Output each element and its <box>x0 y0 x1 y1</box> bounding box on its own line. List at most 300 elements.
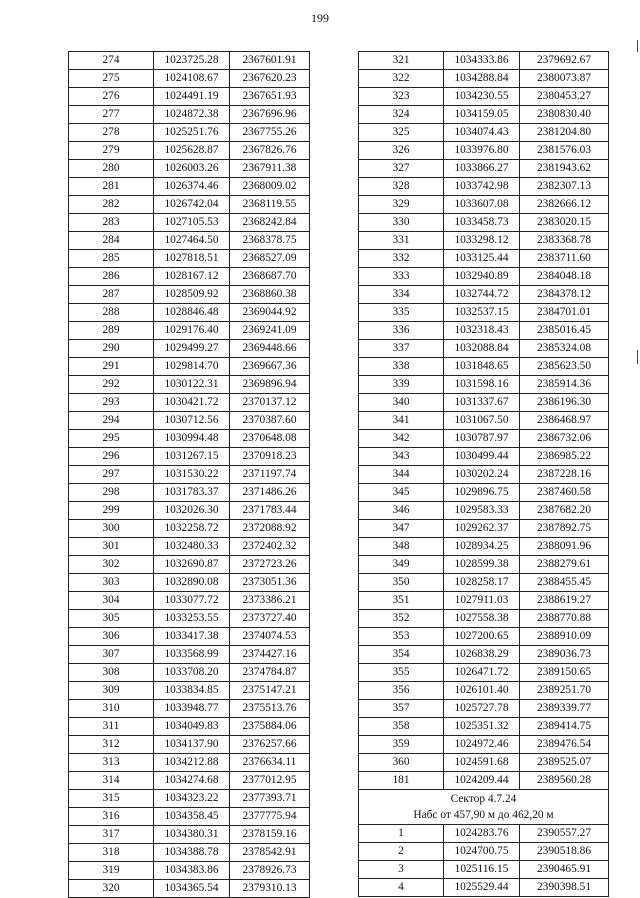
y-coordinate-cell: 2386985.22 <box>520 448 609 466</box>
y-coordinate-cell: 2369448.66 <box>230 340 310 358</box>
y-coordinate-cell: 2385016.45 <box>520 322 609 340</box>
y-coordinate-cell: 2375884.06 <box>230 718 310 736</box>
x-coordinate-cell: 1033298.12 <box>444 232 520 250</box>
x-coordinate-cell: 1027464.50 <box>154 232 230 250</box>
y-coordinate-cell: 2383368.78 <box>520 232 609 250</box>
point-number-cell: 3 <box>359 861 444 879</box>
y-coordinate-cell: 2367826.76 <box>230 142 310 160</box>
point-number-cell: 285 <box>69 250 154 268</box>
table-row <box>359 124 609 142</box>
point-number-cell: 330 <box>359 214 444 232</box>
sector-header-cell <box>359 790 609 825</box>
point-number-cell: 338 <box>359 358 444 376</box>
y-coordinate-cell: 2374074.53 <box>230 628 310 646</box>
table-row <box>69 592 310 610</box>
y-coordinate-cell: 2385623.50 <box>520 358 609 376</box>
y-coordinate-cell: 2367755.26 <box>230 124 310 142</box>
point-number-cell: 315 <box>69 790 154 808</box>
table-row <box>69 214 310 232</box>
y-coordinate-cell: 2388091.96 <box>520 538 609 556</box>
y-coordinate-cell: 2389414.75 <box>520 718 609 736</box>
point-number-cell: 317 <box>69 826 154 844</box>
table-row <box>69 394 310 412</box>
x-coordinate-cell: 1033125.44 <box>444 250 520 268</box>
y-coordinate-cell: 2379310.13 <box>230 880 310 898</box>
y-coordinate-cell: 2382307.13 <box>520 178 609 196</box>
x-coordinate-cell: 1033866.27 <box>444 160 520 178</box>
point-number-cell: 277 <box>69 106 154 124</box>
y-coordinate-cell: 2389150.65 <box>520 664 609 682</box>
y-coordinate-cell: 2371486.26 <box>230 484 310 502</box>
table-row <box>359 879 609 897</box>
y-coordinate-cell: 2375147.21 <box>230 682 310 700</box>
y-coordinate-cell: 2373051.36 <box>230 574 310 592</box>
table-row <box>69 430 310 448</box>
y-coordinate-cell: 2386196.30 <box>520 394 609 412</box>
point-number-cell: 318 <box>69 844 154 862</box>
point-number-cell: 283 <box>69 214 154 232</box>
table-row <box>69 556 310 574</box>
point-number-cell: 345 <box>359 484 444 502</box>
y-coordinate-cell: 2369896.94 <box>230 376 310 394</box>
table-row <box>359 610 609 628</box>
y-coordinate-cell: 2368009.02 <box>230 178 310 196</box>
x-coordinate-cell: 1024108.67 <box>154 70 230 88</box>
point-number-cell: 278 <box>69 124 154 142</box>
table-row <box>69 844 310 862</box>
y-coordinate-cell: 2389339.77 <box>520 700 609 718</box>
point-number-cell: 358 <box>359 718 444 736</box>
table-row <box>69 682 310 700</box>
x-coordinate-cell: 1030122.31 <box>154 376 230 394</box>
table-row <box>69 196 310 214</box>
coordinates-table-right <box>358 51 609 897</box>
point-number-cell: 297 <box>69 466 154 484</box>
x-coordinate-cell: 1032480.33 <box>154 538 230 556</box>
table-row <box>69 862 310 880</box>
x-coordinate-cell: 1029896.75 <box>444 484 520 502</box>
point-number-cell: 296 <box>69 448 154 466</box>
y-coordinate-cell: 2387682.20 <box>520 502 609 520</box>
x-coordinate-cell: 1034288.84 <box>444 70 520 88</box>
x-coordinate-cell: 1034212.88 <box>154 754 230 772</box>
point-number-cell: 328 <box>359 178 444 196</box>
y-coordinate-cell: 2381576.03 <box>520 142 609 160</box>
y-coordinate-cell: 2368378.75 <box>230 232 310 250</box>
table-row <box>69 106 310 124</box>
point-number-cell: 295 <box>69 430 154 448</box>
table-row <box>69 286 310 304</box>
point-number-cell: 276 <box>69 88 154 106</box>
point-number-cell: 279 <box>69 142 154 160</box>
table-row <box>69 88 310 106</box>
x-coordinate-cell: 1030499.44 <box>444 448 520 466</box>
x-coordinate-cell: 1033742.98 <box>444 178 520 196</box>
y-coordinate-cell: 2387460.58 <box>520 484 609 502</box>
y-coordinate-cell: 2389476.54 <box>520 736 609 754</box>
x-coordinate-cell: 1025351.32 <box>444 718 520 736</box>
x-coordinate-cell: 1024591.68 <box>444 754 520 772</box>
y-coordinate-cell: 2368242.84 <box>230 214 310 232</box>
point-number-cell: 290 <box>69 340 154 358</box>
table-row <box>359 466 609 484</box>
point-number-cell: 302 <box>69 556 154 574</box>
table-row <box>359 394 609 412</box>
point-number-cell: 1 <box>359 825 444 843</box>
point-number-cell: 281 <box>69 178 154 196</box>
table-row <box>359 592 609 610</box>
point-number-cell: 325 <box>359 124 444 142</box>
point-number-cell: 300 <box>69 520 154 538</box>
table-row <box>69 448 310 466</box>
y-coordinate-cell: 2386732.06 <box>520 430 609 448</box>
point-number-cell: 360 <box>359 754 444 772</box>
table-row <box>69 538 310 556</box>
x-coordinate-cell: 1031848.65 <box>444 358 520 376</box>
x-coordinate-cell: 1034383.86 <box>154 862 230 880</box>
table-row <box>69 412 310 430</box>
x-coordinate-cell: 1024972.46 <box>444 736 520 754</box>
y-coordinate-cell: 2377775.94 <box>230 808 310 826</box>
y-coordinate-cell: 2386468.97 <box>520 412 609 430</box>
x-coordinate-cell: 1031267.15 <box>154 448 230 466</box>
point-number-cell: 336 <box>359 322 444 340</box>
point-number-cell: 348 <box>359 538 444 556</box>
table-row <box>69 754 310 772</box>
coordinates-table-left-body <box>69 52 310 898</box>
x-coordinate-cell: 1034358.45 <box>154 808 230 826</box>
x-coordinate-cell: 1032026.30 <box>154 502 230 520</box>
x-coordinate-cell: 1029583.33 <box>444 502 520 520</box>
point-number-cell: 316 <box>69 808 154 826</box>
y-coordinate-cell: 2367911.38 <box>230 160 310 178</box>
x-coordinate-cell: 1024700.75 <box>444 843 520 861</box>
y-coordinate-cell: 2378926.73 <box>230 862 310 880</box>
point-number-cell: 304 <box>69 592 154 610</box>
x-coordinate-cell: 1030712.56 <box>154 412 230 430</box>
table-row <box>359 538 609 556</box>
y-coordinate-cell: 2385914.36 <box>520 376 609 394</box>
y-coordinate-cell: 2389036.73 <box>520 646 609 664</box>
x-coordinate-cell: 1025116.15 <box>444 861 520 879</box>
table-row <box>69 574 310 592</box>
x-coordinate-cell: 1031337.67 <box>444 394 520 412</box>
table-row <box>359 70 609 88</box>
point-number-cell: 359 <box>359 736 444 754</box>
point-number-cell: 335 <box>359 304 444 322</box>
table-row <box>359 106 609 124</box>
x-coordinate-cell: 1031530.22 <box>154 466 230 484</box>
table-row <box>69 628 310 646</box>
y-coordinate-cell: 2376257.66 <box>230 736 310 754</box>
x-coordinate-cell: 1026101.40 <box>444 682 520 700</box>
y-coordinate-cell: 2367651.93 <box>230 88 310 106</box>
point-number-cell: 319 <box>69 862 154 880</box>
y-coordinate-cell: 2383020.15 <box>520 214 609 232</box>
table-row <box>359 843 609 861</box>
table-row <box>359 448 609 466</box>
x-coordinate-cell: 1032940.89 <box>444 268 520 286</box>
point-number-cell: 337 <box>359 340 444 358</box>
x-coordinate-cell: 1031598.16 <box>444 376 520 394</box>
table-row <box>69 376 310 394</box>
x-coordinate-cell: 1024872.38 <box>154 106 230 124</box>
table-row <box>69 322 310 340</box>
x-coordinate-cell: 1033708.20 <box>154 664 230 682</box>
point-number-cell: 303 <box>69 574 154 592</box>
table-row <box>69 268 310 286</box>
y-coordinate-cell: 2388770.88 <box>520 610 609 628</box>
table-row <box>359 754 609 772</box>
x-coordinate-cell: 1028934.25 <box>444 538 520 556</box>
x-coordinate-cell: 1024209.44 <box>444 772 520 790</box>
point-number-cell: 332 <box>359 250 444 268</box>
point-number-cell: 298 <box>69 484 154 502</box>
table-row <box>359 772 609 790</box>
x-coordinate-cell: 1032537.15 <box>444 304 520 322</box>
y-coordinate-cell: 2382666.12 <box>520 196 609 214</box>
x-coordinate-cell: 1029499.27 <box>154 340 230 358</box>
table-row <box>359 412 609 430</box>
x-coordinate-cell: 1033253.55 <box>154 610 230 628</box>
table-row <box>69 142 310 160</box>
point-number-cell: 2 <box>359 843 444 861</box>
y-coordinate-cell: 2373386.21 <box>230 592 310 610</box>
table-row <box>69 646 310 664</box>
point-number-cell: 356 <box>359 682 444 700</box>
point-number-cell: 351 <box>359 592 444 610</box>
x-coordinate-cell: 1030421.72 <box>154 394 230 412</box>
y-coordinate-cell: 2389525.07 <box>520 754 609 772</box>
table-row <box>359 322 609 340</box>
table-row <box>69 772 310 790</box>
x-coordinate-cell: 1028509.92 <box>154 286 230 304</box>
point-number-cell: 321 <box>359 52 444 70</box>
y-coordinate-cell: 2371197.74 <box>230 466 310 484</box>
x-coordinate-cell: 1032890.08 <box>154 574 230 592</box>
x-coordinate-cell: 1034274.68 <box>154 772 230 790</box>
y-coordinate-cell: 2388279.61 <box>520 556 609 574</box>
table-row <box>359 160 609 178</box>
x-coordinate-cell: 1034365.54 <box>154 880 230 898</box>
y-coordinate-cell: 2384378.12 <box>520 286 609 304</box>
x-coordinate-cell: 1026471.72 <box>444 664 520 682</box>
table-row <box>359 268 609 286</box>
y-coordinate-cell: 2390398.51 <box>520 879 609 897</box>
table-row <box>359 484 609 502</box>
sector-coordinates-body <box>359 825 609 897</box>
x-coordinate-cell: 1032088.84 <box>444 340 520 358</box>
table-row <box>359 358 609 376</box>
sector-subtitle: Набс от 457,90 м до 462,20 м <box>413 809 554 821</box>
y-coordinate-cell: 2387892.75 <box>520 520 609 538</box>
y-coordinate-cell: 2367601.91 <box>230 52 310 70</box>
table-row <box>69 808 310 826</box>
y-coordinate-cell: 2376634.11 <box>230 754 310 772</box>
x-coordinate-cell: 1032258.72 <box>154 520 230 538</box>
table-row <box>69 664 310 682</box>
table-row <box>359 718 609 736</box>
point-number-cell: 334 <box>359 286 444 304</box>
point-number-cell: 323 <box>359 88 444 106</box>
x-coordinate-cell: 1032744.72 <box>444 286 520 304</box>
table-row <box>359 250 609 268</box>
y-coordinate-cell: 2368687.70 <box>230 268 310 286</box>
table-row <box>359 52 609 70</box>
y-coordinate-cell: 2372723.26 <box>230 556 310 574</box>
table-row <box>359 628 609 646</box>
x-coordinate-cell: 1028846.48 <box>154 304 230 322</box>
table-row <box>359 664 609 682</box>
y-coordinate-cell: 2384048.18 <box>520 268 609 286</box>
table-row <box>69 700 310 718</box>
point-number-cell: 181 <box>359 772 444 790</box>
y-coordinate-cell: 2387228.16 <box>520 466 609 484</box>
y-coordinate-cell: 2369667.36 <box>230 358 310 376</box>
sector-title: Сектор 4.7.24 <box>450 793 517 805</box>
point-number-cell: 284 <box>69 232 154 250</box>
y-coordinate-cell: 2380453.27 <box>520 88 609 106</box>
y-coordinate-cell: 2379692.67 <box>520 52 609 70</box>
table-row <box>359 376 609 394</box>
y-coordinate-cell: 2381204.80 <box>520 124 609 142</box>
table-row <box>359 502 609 520</box>
x-coordinate-cell: 1025251.76 <box>154 124 230 142</box>
point-number-cell: 292 <box>69 376 154 394</box>
x-coordinate-cell: 1026742.04 <box>154 196 230 214</box>
x-coordinate-cell: 1033976.80 <box>444 142 520 160</box>
table-row <box>69 70 310 88</box>
point-number-cell: 352 <box>359 610 444 628</box>
x-coordinate-cell: 1025529.44 <box>444 879 520 897</box>
point-number-cell: 354 <box>359 646 444 664</box>
table-row <box>69 520 310 538</box>
table-row <box>69 826 310 844</box>
y-coordinate-cell: 2374427.16 <box>230 646 310 664</box>
point-number-cell: 327 <box>359 160 444 178</box>
y-coordinate-cell: 2377012.95 <box>230 772 310 790</box>
y-coordinate-cell: 2370387.60 <box>230 412 310 430</box>
table-row <box>69 232 310 250</box>
point-number-cell: 274 <box>69 52 154 70</box>
point-number-cell: 301 <box>69 538 154 556</box>
table-row <box>69 790 310 808</box>
x-coordinate-cell: 1034230.55 <box>444 88 520 106</box>
x-coordinate-cell: 1033607.08 <box>444 196 520 214</box>
x-coordinate-cell: 1027818.51 <box>154 250 230 268</box>
x-coordinate-cell: 1025727.78 <box>444 700 520 718</box>
x-coordinate-cell: 1033834.85 <box>154 682 230 700</box>
table-row <box>359 178 609 196</box>
y-coordinate-cell: 2369241.09 <box>230 322 310 340</box>
point-number-cell: 355 <box>359 664 444 682</box>
point-number-cell: 310 <box>69 700 154 718</box>
table-row <box>359 430 609 448</box>
table-row <box>69 124 310 142</box>
point-number-cell: 346 <box>359 502 444 520</box>
coordinates-table-right-body <box>359 52 609 790</box>
x-coordinate-cell: 1029262.37 <box>444 520 520 538</box>
point-number-cell: 333 <box>359 268 444 286</box>
table-row <box>359 574 609 592</box>
x-coordinate-cell: 1033948.77 <box>154 700 230 718</box>
y-coordinate-cell: 2385324.08 <box>520 340 609 358</box>
point-number-cell: 287 <box>69 286 154 304</box>
sector-header-row <box>359 790 609 825</box>
table-row <box>359 520 609 538</box>
point-number-cell: 306 <box>69 628 154 646</box>
table-row <box>359 304 609 322</box>
y-coordinate-cell: 2378159.16 <box>230 826 310 844</box>
x-coordinate-cell: 1026838.29 <box>444 646 520 664</box>
point-number-cell: 349 <box>359 556 444 574</box>
x-coordinate-cell: 1034388.78 <box>154 844 230 862</box>
y-coordinate-cell: 2389560.28 <box>520 772 609 790</box>
point-number-cell: 288 <box>69 304 154 322</box>
table-row <box>69 880 310 898</box>
y-coordinate-cell: 2368119.55 <box>230 196 310 214</box>
point-number-cell: 305 <box>69 610 154 628</box>
x-coordinate-cell: 1030994.48 <box>154 430 230 448</box>
x-coordinate-cell: 1034049.83 <box>154 718 230 736</box>
x-coordinate-cell: 1034380.31 <box>154 826 230 844</box>
y-coordinate-cell: 2388619.27 <box>520 592 609 610</box>
x-coordinate-cell: 1023725.28 <box>154 52 230 70</box>
y-coordinate-cell: 2367620.23 <box>230 70 310 88</box>
point-number-cell: 311 <box>69 718 154 736</box>
y-coordinate-cell: 2377393.71 <box>230 790 310 808</box>
table-row <box>359 286 609 304</box>
point-number-cell: 282 <box>69 196 154 214</box>
y-coordinate-cell: 2368527.09 <box>230 250 310 268</box>
point-number-cell: 307 <box>69 646 154 664</box>
scan-edge-mark <box>637 350 638 364</box>
x-coordinate-cell: 1030787.97 <box>444 430 520 448</box>
y-coordinate-cell: 2390465.91 <box>520 861 609 879</box>
y-coordinate-cell: 2369044.92 <box>230 304 310 322</box>
y-coordinate-cell: 2388455.45 <box>520 574 609 592</box>
y-coordinate-cell: 2371783.44 <box>230 502 310 520</box>
point-number-cell: 294 <box>69 412 154 430</box>
x-coordinate-cell: 1029814.70 <box>154 358 230 376</box>
point-number-cell: 344 <box>359 466 444 484</box>
y-coordinate-cell: 2390518.86 <box>520 843 609 861</box>
point-number-cell: 326 <box>359 142 444 160</box>
x-coordinate-cell: 1033077.72 <box>154 592 230 610</box>
table-row <box>359 646 609 664</box>
x-coordinate-cell: 1032690.87 <box>154 556 230 574</box>
y-coordinate-cell: 2367696.96 <box>230 106 310 124</box>
point-number-cell: 320 <box>69 880 154 898</box>
table-row <box>359 825 609 843</box>
point-number-cell: 275 <box>69 70 154 88</box>
point-number-cell: 331 <box>359 232 444 250</box>
x-coordinate-cell: 1026003.26 <box>154 160 230 178</box>
x-coordinate-cell: 1034137.90 <box>154 736 230 754</box>
point-number-cell: 343 <box>359 448 444 466</box>
sector-header-group <box>359 790 609 825</box>
table-row <box>69 160 310 178</box>
table-row <box>69 340 310 358</box>
table-row <box>359 340 609 358</box>
y-coordinate-cell: 2388910.09 <box>520 628 609 646</box>
point-number-cell: 312 <box>69 736 154 754</box>
y-coordinate-cell: 2378542.91 <box>230 844 310 862</box>
x-coordinate-cell: 1034159.05 <box>444 106 520 124</box>
scan-edge-mark <box>637 40 638 52</box>
table-row <box>69 358 310 376</box>
point-number-cell: 286 <box>69 268 154 286</box>
